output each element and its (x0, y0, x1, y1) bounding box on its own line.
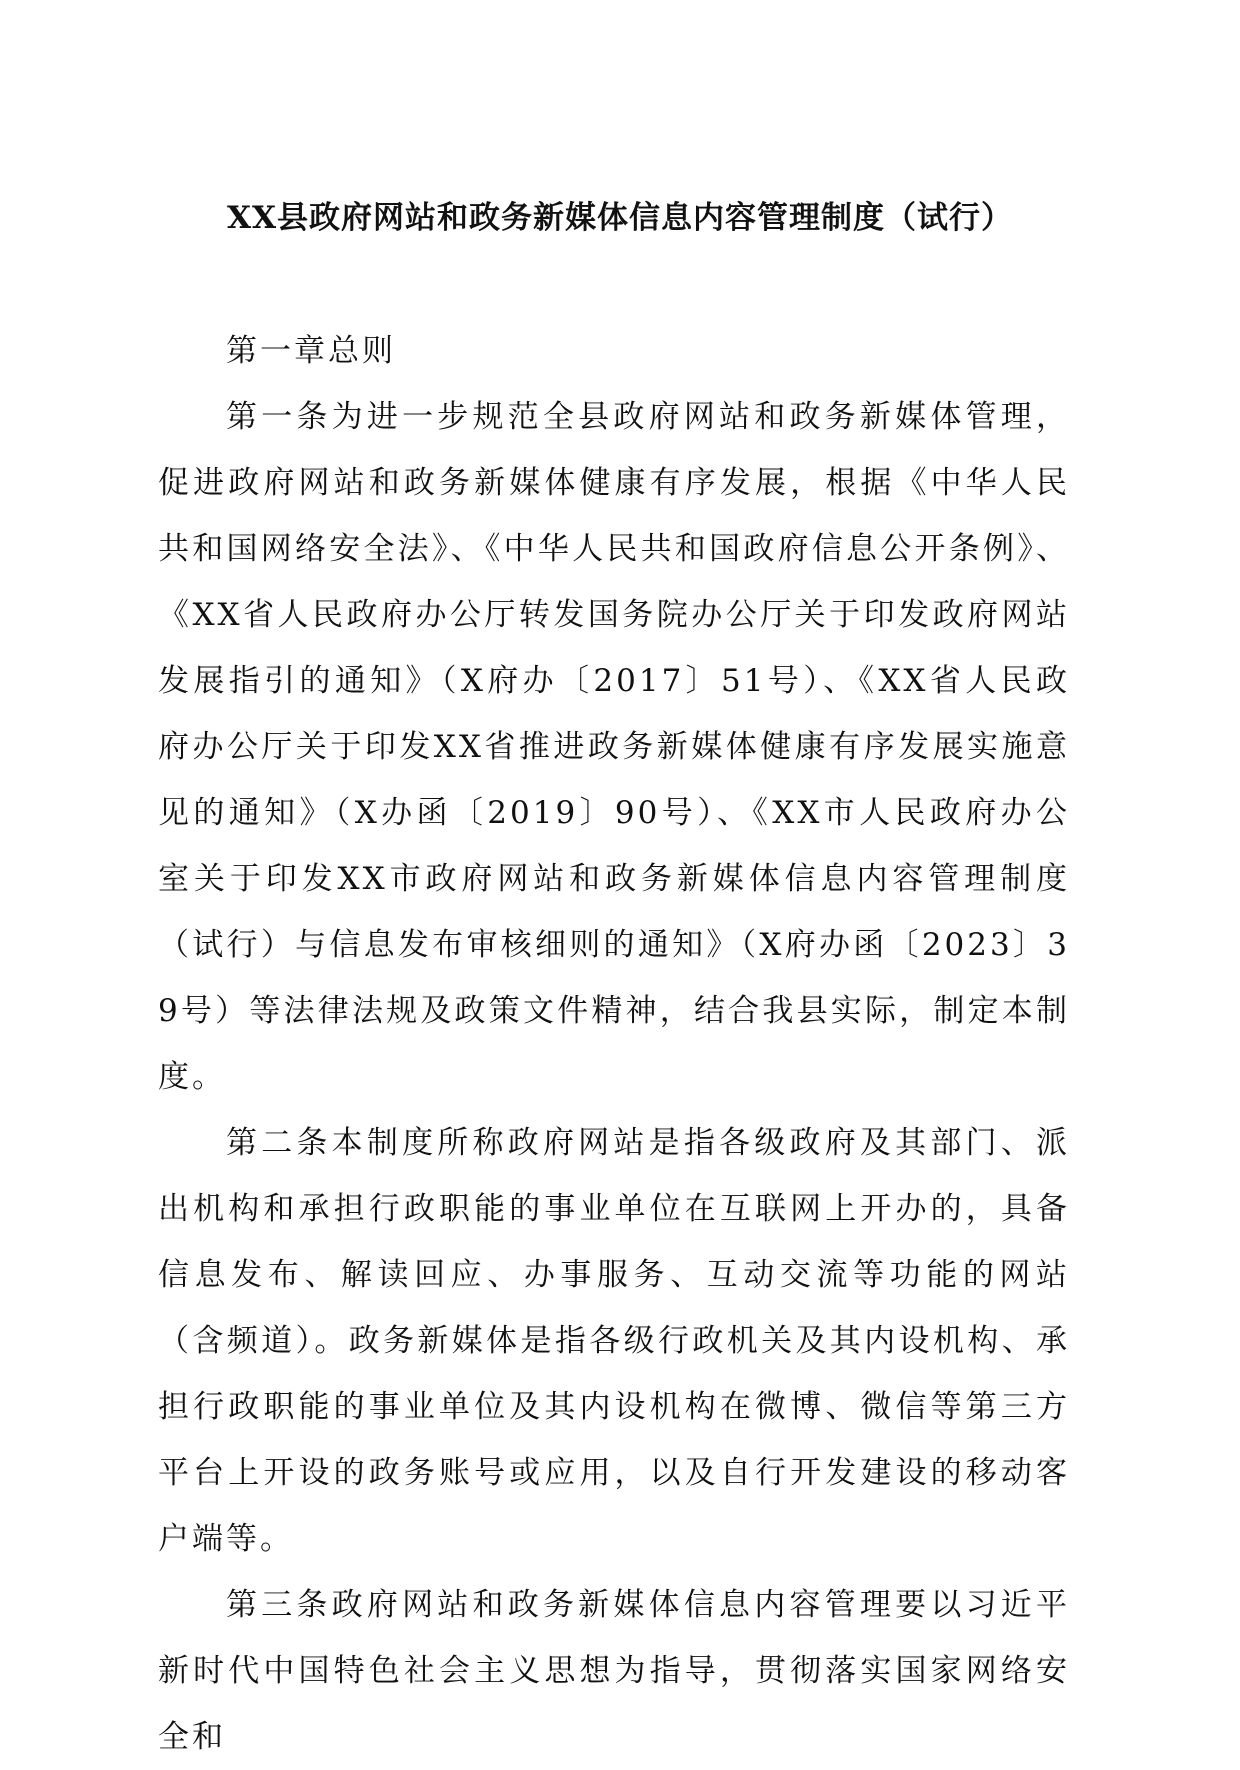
document-title: XX县政府网站和政务新媒体信息内容管理制度（试行） (226, 200, 1014, 236)
chapter-heading: 第一章总则 (226, 333, 396, 369)
document-body (158, 318, 1070, 1770)
article-3-paragraph: 第三条政府网站和政务新媒体信息内容管理要以习近平新时代中国特色社会主义思想为指导，贯彻落实国家网络安全和 (158, 1587, 1070, 1755)
article-1-paragraph: 第一条为进一步规范全县政府网站和政务新媒体管理，促进政府网站和政务新媒体健康有序发展，根据《中华人民共和国网络安全法》、《中华人民共和国政府信息公开条例》、《XX省人民政府办公厅转发国务院办公厅关于印发政府网站发展指引的通知》（X府办〔2017〕51号）、《XX省人民政府办公厅关于印发XX省推进政务新媒体健康有序发展实施意见的通知》（X办函〔2019〕90号）、《XX市人民政府办公室关于印发XX市政府网站和政务新媒体信息内容管理制度（试行）与信息发布审核细则的通知》（X府办函〔2023〕39号）等法律法规及政策文件精神，结合我县实际，制定本制度。 (158, 399, 1070, 1095)
article-2-paragraph: 第二条本制度所称政府网站是指各级政府及其部门、派出机构和承担行政职能的事业单位在互联网上开办的，具备信息发布、解读回应、办事服务、互动交流等功能的网站（含频道）。政务新媒体是指各级行政机关及其内设机构、承担行政职能的事业单位及其内设机构在微博、微信等第三方平台上开设的政务账号或应用，以及自行开发建设的移动客户端等。 (158, 1125, 1070, 1557)
